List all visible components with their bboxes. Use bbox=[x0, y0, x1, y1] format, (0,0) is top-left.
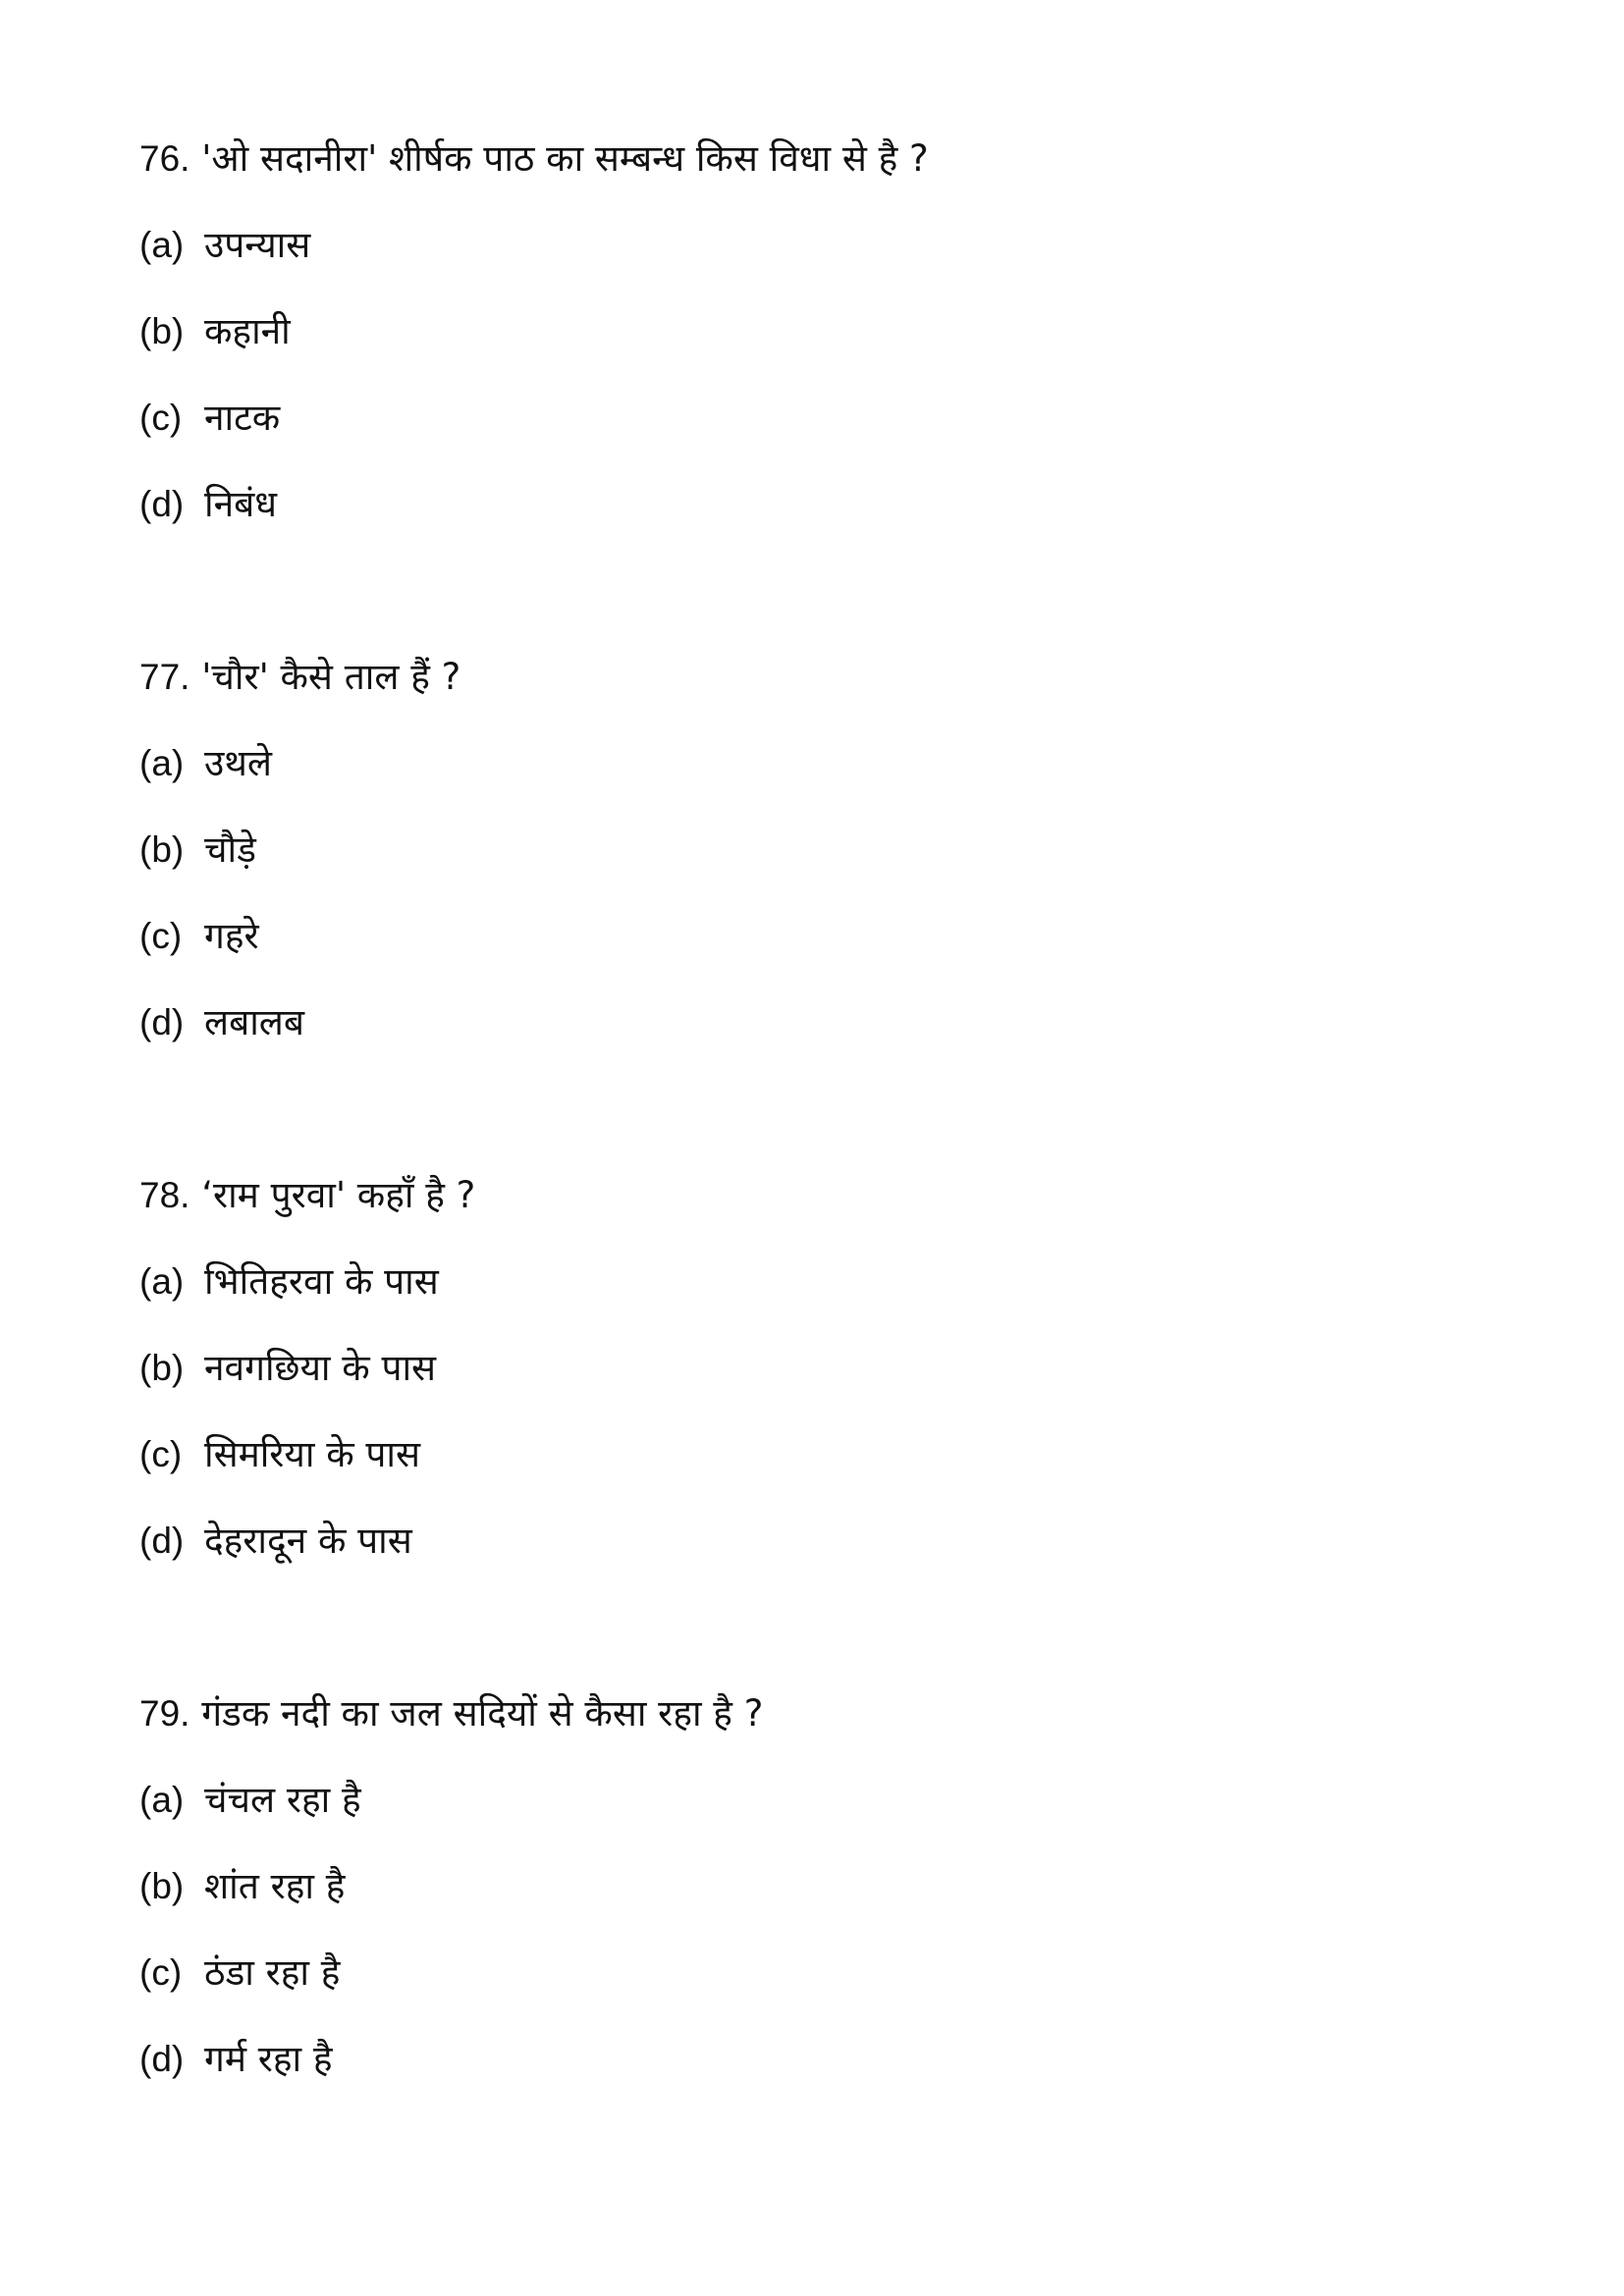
option-text: उपन्यास bbox=[204, 224, 311, 266]
option-label: (a) bbox=[139, 743, 185, 783]
option-label: (c) bbox=[139, 398, 183, 438]
option-text: चंचल रहा है bbox=[204, 1779, 361, 1821]
option-a bbox=[139, 1757, 763, 1843]
option-d bbox=[139, 461, 929, 548]
question-stem bbox=[139, 634, 460, 721]
option-c bbox=[139, 1412, 475, 1498]
question-block bbox=[139, 116, 929, 548]
option-label: (b) bbox=[139, 311, 185, 351]
option-b bbox=[139, 807, 460, 893]
option-text: भितिहरवा के पास bbox=[204, 1260, 439, 1303]
question-block bbox=[139, 634, 460, 1066]
option-label: (d) bbox=[139, 1521, 185, 1561]
question-block bbox=[139, 1671, 763, 2103]
option-text: नाटक bbox=[204, 397, 281, 439]
option-label: (a) bbox=[139, 1261, 185, 1302]
option-text: नवगछिया के पास bbox=[204, 1347, 437, 1389]
option-text: निबंध bbox=[204, 483, 277, 525]
question-number: 79. bbox=[139, 1693, 190, 1734]
option-text: ठंडा रहा है bbox=[204, 1951, 341, 1994]
question-text: 'चौर' कैसे ताल हैं ? bbox=[201, 656, 461, 698]
question-block bbox=[139, 1152, 475, 1584]
option-d bbox=[139, 2016, 763, 2103]
option-label: (c) bbox=[139, 916, 183, 956]
question-number: 76. bbox=[139, 138, 190, 179]
option-c bbox=[139, 375, 929, 461]
option-b bbox=[139, 1843, 763, 1930]
option-c bbox=[139, 1930, 763, 2016]
option-label: (d) bbox=[139, 484, 185, 524]
option-label: (b) bbox=[139, 829, 185, 870]
question-stem bbox=[139, 1152, 475, 1239]
option-text: शांत रहा है bbox=[204, 1865, 346, 1907]
option-b bbox=[139, 289, 929, 375]
question-stem bbox=[139, 116, 929, 202]
option-label: (a) bbox=[139, 225, 185, 265]
option-a bbox=[139, 1239, 475, 1325]
question-text: 'ओ सदानीरा' शीर्षक पाठ का सम्बन्ध किस विधा से है ? bbox=[201, 137, 929, 180]
question-text: ‘राम पुरवा' कहाँ है ? bbox=[201, 1174, 476, 1216]
option-b bbox=[139, 1325, 475, 1412]
option-a bbox=[139, 721, 460, 807]
option-text: लबालब bbox=[204, 1001, 305, 1043]
question-number: 78. bbox=[139, 1175, 190, 1215]
option-label: (d) bbox=[139, 2039, 185, 2079]
option-d bbox=[139, 1498, 475, 1584]
option-a bbox=[139, 202, 929, 289]
option-label: (d) bbox=[139, 1002, 185, 1042]
option-label: (c) bbox=[139, 1952, 183, 1993]
question-number: 77. bbox=[139, 657, 190, 697]
option-text: गर्म रहा है bbox=[204, 2038, 333, 2080]
option-c bbox=[139, 893, 460, 980]
option-label: (b) bbox=[139, 1866, 185, 1906]
option-label: (b) bbox=[139, 1348, 185, 1388]
option-label: (c) bbox=[139, 1434, 183, 1474]
question-text: गंडक नदी का जल सदियों से कैसा रहा है ? bbox=[201, 1692, 764, 1735]
option-text: गहरे bbox=[204, 915, 259, 957]
option-label: (a) bbox=[139, 1780, 185, 1820]
option-d bbox=[139, 980, 460, 1066]
question-stem bbox=[139, 1671, 763, 1757]
option-text: उथले bbox=[204, 742, 273, 784]
option-text: सिमरिया के पास bbox=[204, 1433, 421, 1475]
option-text: चौड़े bbox=[204, 828, 256, 871]
option-text: कहानी bbox=[204, 310, 291, 352]
option-text: देहरादून के पास bbox=[204, 1520, 412, 1562]
